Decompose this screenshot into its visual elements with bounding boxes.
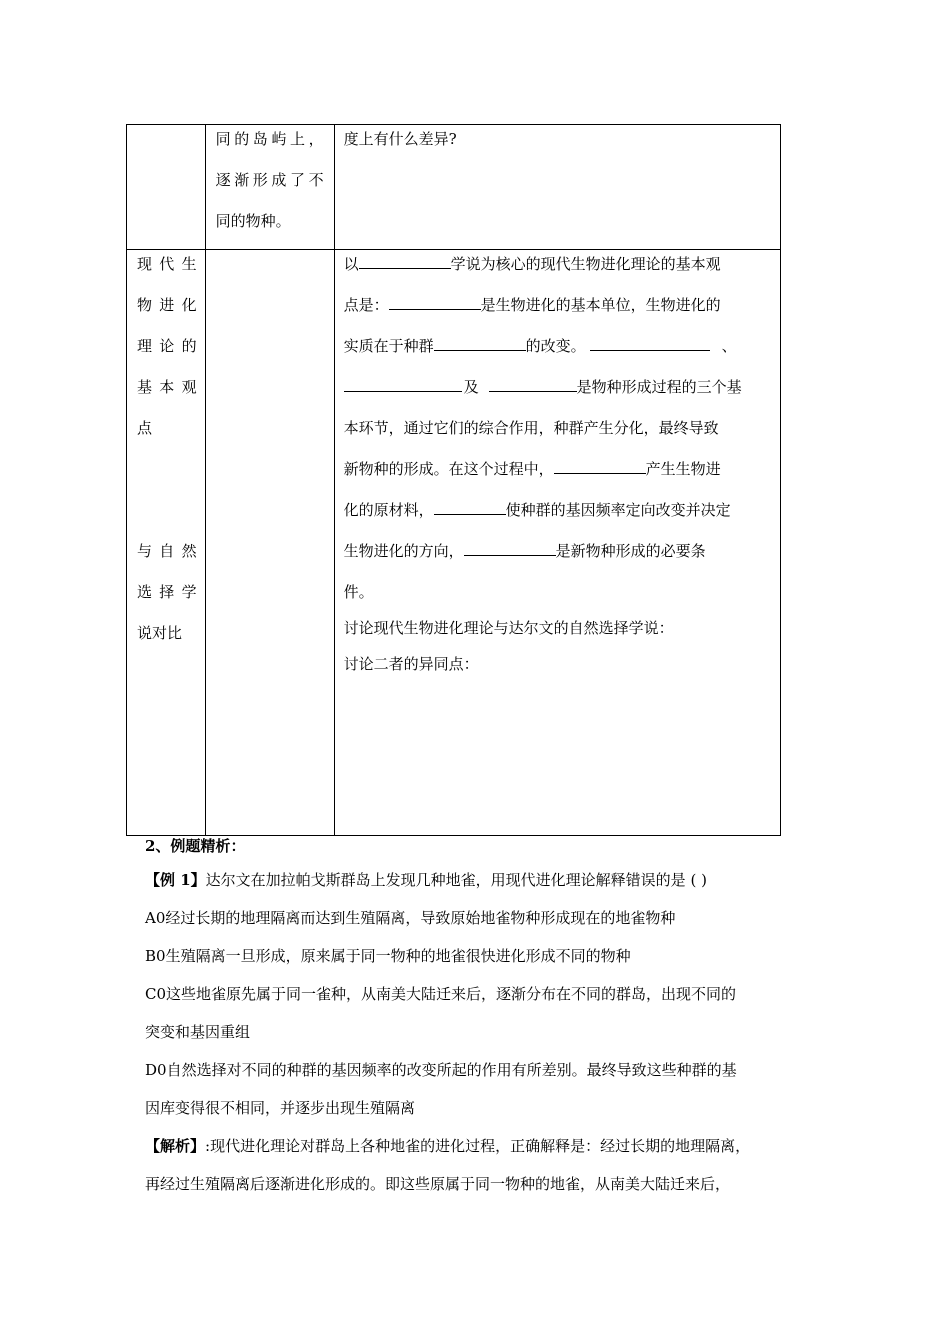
main-col1-cell	[127, 250, 206, 836]
blank-2[interactable]	[389, 295, 481, 310]
main-col2-cell	[205, 250, 334, 836]
discussion-line-2: 讨论二者的异同点：	[343, 655, 479, 673]
analysis-line-1: 【解析】:现代进化理论对群岛上各种地雀的进化过程，正确解释是：经过长期的地理隔离，	[145, 1137, 751, 1155]
col1-line-5: 点	[137, 419, 153, 437]
option-c-line-2: 突变和基因重组	[145, 1023, 251, 1041]
blank-6[interactable]	[489, 377, 577, 392]
theory-line-8: 生物进化的方向， 是新物种形成的必要条	[343, 542, 706, 560]
blank-1[interactable]	[359, 254, 451, 269]
top-col2-line-3: 同的物种。	[215, 212, 291, 230]
theory-line-2: 点是： 是生物进化的基本单位，生物进化的	[343, 296, 721, 314]
top-col2-line-1: 同的岛屿上，	[215, 130, 324, 148]
analysis-line-2: 再经过生殖隔离后逐渐进化形成的。即这些原属于同一物种的地雀，从南美大陆迁来后，	[145, 1175, 731, 1193]
example-section	[145, 834, 835, 1210]
section-heading: 2、例题精析：	[145, 837, 246, 855]
theory-line-4: 及 是物种形成过程的三个基	[344, 374, 774, 415]
top-col2-cell	[205, 125, 334, 250]
col1-line-3: 理论的	[137, 337, 197, 355]
option-d-line-2: 因库变得很不相同，并逐步出现生殖隔离	[145, 1099, 416, 1117]
blank-5[interactable]	[344, 377, 462, 392]
example-question: 【例 1】达尔文在加拉帕戈斯群岛上发现几种地雀，用现代进化理论解释错误的是 ( )	[145, 871, 707, 889]
col1-line-2: 物进化	[137, 296, 197, 314]
blank-3[interactable]	[434, 336, 526, 351]
table-row-main	[127, 250, 781, 836]
top-col3-cell	[334, 125, 780, 250]
option-a: A0经过长期的地理隔离而达到生殖隔离，导致原始地雀物种形成现在的地雀物种	[145, 909, 676, 927]
discussion-line-1: 讨论现代生物进化理论与达尔文的自然选择学说：	[343, 619, 674, 637]
blank-9[interactable]	[464, 541, 556, 556]
analysis-tag: 【解析】	[145, 1137, 206, 1155]
theory-line-7: 化的原材料， 使种群的基因频率定向改变并决定	[343, 501, 731, 519]
col1-line-8: 说对比	[137, 624, 183, 642]
col1-line-6: 与自然	[137, 542, 197, 560]
theory-line-3: 实质在于种群 的改变。 、	[343, 337, 737, 355]
theory-line-1: 以 学说为核心的现代生物进化理论的基本观	[343, 255, 721, 273]
example-tag: 【例 1】	[145, 871, 206, 889]
option-d-line-1: D0自然选择对不同的种群的基因频率的改变所起的作用有所差别。最终导致这些种群的基	[145, 1061, 737, 1079]
blank-4[interactable]	[590, 336, 710, 351]
blank-8[interactable]	[434, 500, 506, 515]
main-col3-cell	[334, 250, 780, 836]
theory-line-9: 件。	[343, 583, 374, 601]
option-b: B0生殖隔离一旦形成，原来属于同一物种的地雀很快进化形成不同的物种	[145, 947, 631, 965]
col1-line-1: 现代生	[137, 255, 197, 273]
blank-7[interactable]	[554, 459, 646, 474]
option-c-line-1: C0这些地雀原先属于同一雀种，从南美大陆迁来后，逐渐分布在不同的群岛，出现不同的	[145, 985, 737, 1003]
theory-line-6: 新物种的形成。在这个过程中， 产生生物进	[343, 460, 721, 478]
top-col2-line-2: 逐渐形成了不	[215, 171, 324, 189]
theory-line-5: 本环节，通过它们的综合作用，种群产生分化，最终导致	[343, 419, 719, 437]
table-row-top	[127, 125, 781, 250]
top-col3-line-1: 度上有什么差异?	[343, 130, 457, 148]
col1-line-4: 基本观	[137, 378, 197, 396]
col1-line-7: 选择学	[137, 583, 197, 601]
lesson-table	[126, 124, 781, 836]
top-col1-cell	[127, 125, 206, 250]
